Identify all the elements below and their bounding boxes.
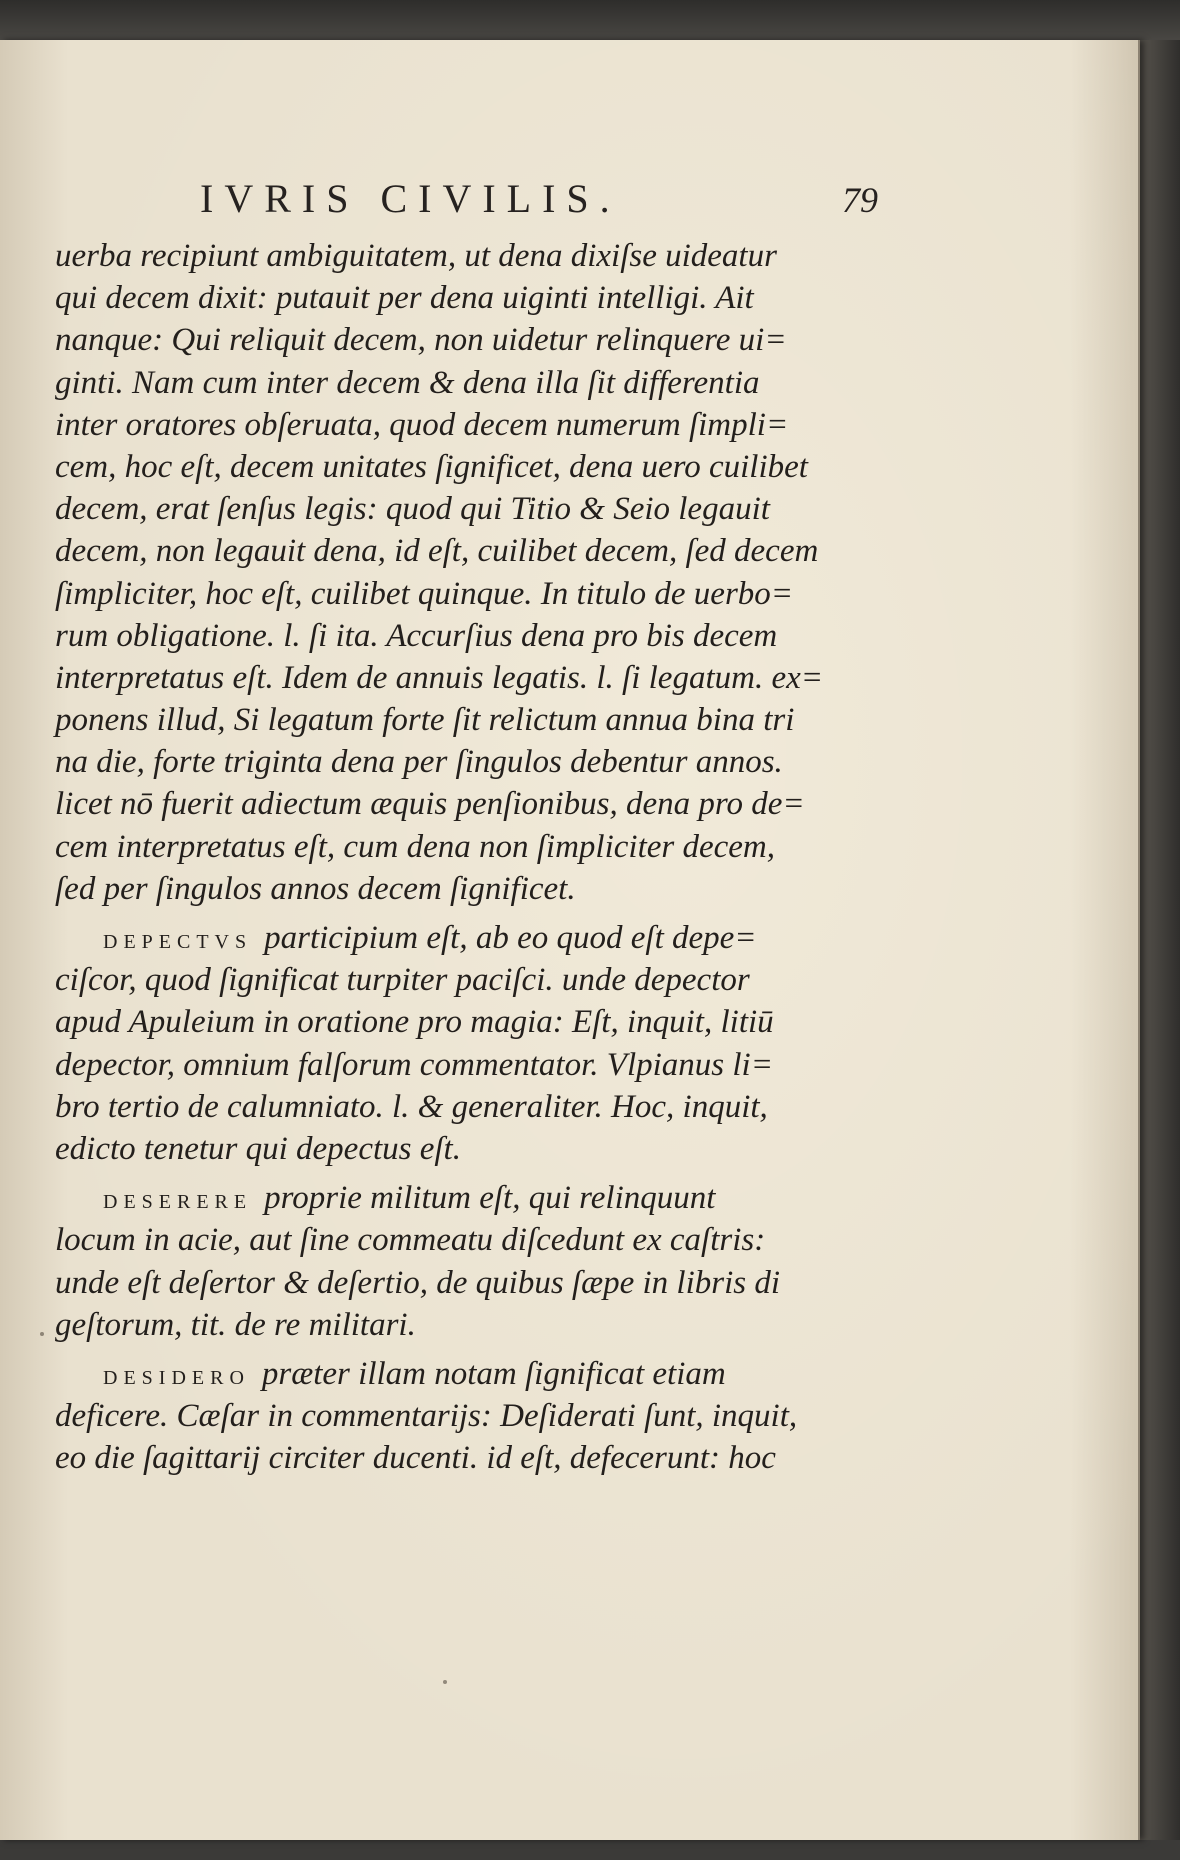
text-line: unde eſt deſertor & deſertio, de quibus ſæpe in libris di (55, 1264, 781, 1301)
entry-first-line-text: præter illam notam ſignificat etiam (261, 1355, 726, 1392)
text-line: inter oratores obſeruata, quod decem numerum ſimpli= (55, 406, 789, 443)
page-number: 79 (842, 180, 878, 220)
text-line: ſed per ſingulos annos decem ſignificet. (55, 870, 576, 907)
headword: deserere (103, 1183, 253, 1216)
text-line: cem interpretatus eſt, cum dena non ſimpliciter decem, (55, 828, 776, 865)
entry-desidero (55, 1353, 890, 1480)
text-line: uerba recipiunt ambiguitatem, ut dena dixiſse uideatur (55, 238, 777, 274)
running-head (0, 135, 1138, 221)
text-line: qui decem dixit: putauit per dena uiginti intelligi. Ait (55, 280, 754, 317)
text-line: locum in acie, aut ſine commeatu diſcedunt ex caſtris: (55, 1222, 766, 1259)
text-line: licet nō fuerit adiectum æquis penſionibus, dena pro de= (55, 786, 805, 823)
entry-first-line-text: participium eſt, ab eo quod eſt depe= (264, 920, 757, 956)
text-line: apud Apuleium in oratione pro magia: Eſt, inquit, litiū (55, 1004, 774, 1041)
text-line: interpretatus eſt. Idem de annuis legatis. l. ſi legatum. ex= (55, 659, 824, 696)
entry-first-line (55, 917, 890, 959)
text-line: cem, hoc eſt, decem unitates ſignificet, dena uero cuilibet (55, 448, 808, 485)
text-line: decem, erat ſenſus legis: quod qui Titio & Seio legauit (55, 491, 770, 528)
paper-speck (40, 1332, 44, 1336)
paper-speck (443, 1680, 447, 1684)
text-line: rum obligatione. l. ſi ita. Accurſius dena pro bis decem (55, 617, 778, 654)
text-line: nanque: Qui reliquit decem, non uidetur relinquere ui= (55, 322, 787, 359)
text-line: ginti. Nam cum inter decem & dena illa ſit differentia (55, 364, 760, 401)
text-block (55, 235, 890, 1479)
entry-depectus (55, 917, 890, 1170)
entry-deserere (55, 1177, 890, 1346)
text-line: ſimpliciter, hoc eſt, cuilibet quinque. In titulo de uerbo= (55, 575, 794, 612)
text-line: deficere. Cæſar in commentarijs: Deſiderati ſunt, inquit, (55, 1398, 798, 1435)
text-line: decem, non legauit dena, id eſt, cuilibet decem, ſed decem (55, 533, 819, 570)
scan-background-right (1138, 40, 1180, 1840)
text-line: ciſcor, quod ſignificat turpiter paciſci. unde depector (55, 962, 750, 999)
running-head-title: IVRIS CIVILIS. (200, 176, 621, 221)
entry-first-line-text: proprie militum eſt, qui relinquunt (264, 1180, 716, 1217)
text-line: geſtorum, tit. de re militari. (55, 1306, 416, 1343)
entry-spacer (55, 1170, 890, 1177)
text-line: edicto tenetur qui depectus eſt. (55, 1130, 461, 1167)
headword: depectvs (103, 923, 253, 955)
scan-background-top (0, 0, 1180, 42)
text-line: ponens illud, Si legatum forte ſit relictum annua bina tri (55, 702, 795, 739)
entry-spacer (55, 1346, 890, 1353)
entry-spacer (55, 910, 890, 917)
text-line: na die, forte triginta dena per ſingulos debentur annos. (55, 744, 783, 781)
book-page (0, 40, 1140, 1840)
text-line: eo die ſagittarij circiter ducenti. id eſt, defecerunt: hoc (55, 1440, 776, 1477)
entry-first-line (55, 1177, 890, 1219)
text-line: bro tertio de calumniato. l. & generaliter. Hoc, inquit, (55, 1088, 768, 1125)
text-line: depector, omnium falſorum commentator. Vlpianus li= (55, 1046, 773, 1083)
headword: desidero (103, 1358, 250, 1391)
entry-first-line (55, 1353, 890, 1395)
